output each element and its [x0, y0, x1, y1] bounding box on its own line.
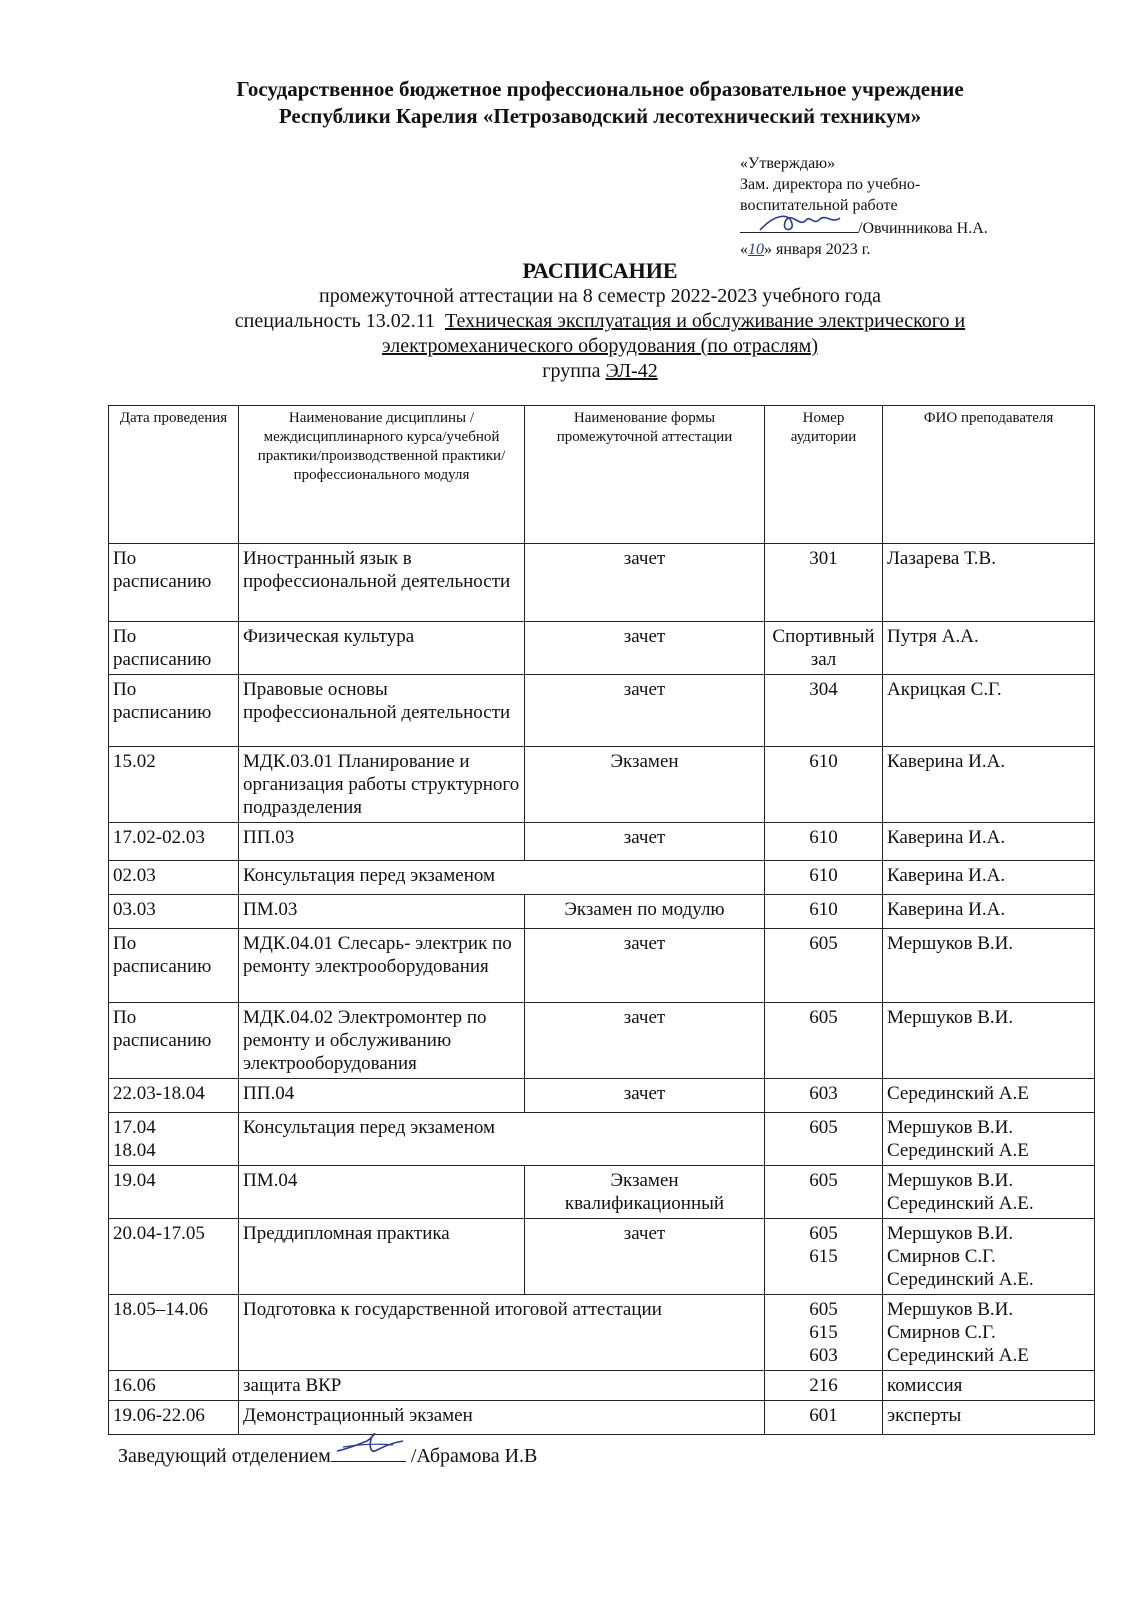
cell-teacher: эксперты: [883, 1401, 1095, 1435]
table-row: [109, 1003, 1095, 1079]
table-row: [109, 861, 1095, 895]
cell-date: По расписанию: [109, 929, 239, 1003]
cell-room: 605 615 603: [765, 1295, 883, 1371]
cell-teacher: Акрицкая С.Г.: [883, 675, 1095, 747]
approval-day: 10: [748, 241, 764, 258]
organization-line-2: Республики Карелия «Петрозаводский лесотехнический техникум»: [278, 104, 922, 128]
table-body: [109, 544, 1095, 1435]
cell-teacher: Мершуков В.И. Смирнов С.Г. Серединский А.Е: [883, 1295, 1095, 1371]
cell-discipline: ПМ.04: [239, 1166, 525, 1219]
header-discipline: Наименование дисциплины /междисциплинарного курса/учебной практики/производственной практики/профессионального модуля: [239, 406, 525, 544]
cell-discipline: Иностранный язык в профессиональной деятельности: [239, 544, 525, 622]
cell-date: 17.02-02.03: [109, 823, 239, 861]
cell-teacher: Мершуков В.И.: [883, 929, 1095, 1003]
specialty-name-1: Техническая эксплуатация и обслуживание электрического и: [445, 310, 966, 332]
table-row: [109, 747, 1095, 823]
cell-date: По расписанию: [109, 675, 239, 747]
cell-room: 601: [765, 1401, 883, 1435]
document-heading: [110, 258, 1090, 384]
cell-room: 304: [765, 675, 883, 747]
cell-date: 20.04-17.05: [109, 1219, 239, 1295]
cell-teacher: Мершуков В.И.: [883, 1003, 1095, 1079]
table-row: [109, 675, 1095, 747]
approval-position-2: воспитательной работе: [740, 197, 898, 214]
document-subtitle: промежуточной аттестации на 8 семестр 2022-2023 учебного года: [319, 285, 881, 307]
approval-title: «Утверждаю»: [740, 155, 836, 172]
signature-scribble-icon: [740, 210, 858, 236]
cell-discipline: МДК.04.01 Слесарь- электрик по ремонту электрооборудования: [239, 929, 525, 1003]
organization-header: [150, 76, 1050, 130]
approval-signature-line: [740, 216, 1080, 239]
approval-position-1: Зам. директора по учебно-: [740, 176, 921, 193]
cell-discipline: ПП.04: [239, 1079, 525, 1113]
cell-room: 610: [765, 747, 883, 823]
table-row: [109, 1166, 1095, 1219]
cell-room: 610: [765, 861, 883, 895]
cell-form: зачет: [525, 544, 765, 622]
schedule-table: [108, 405, 1095, 1435]
cell-room: 603: [765, 1079, 883, 1113]
cell-room: 605: [765, 929, 883, 1003]
cell-date: По расписанию: [109, 1003, 239, 1079]
cell-teacher: Мершуков В.И. Серединский А.Е.: [883, 1166, 1095, 1219]
cell-form: зачет: [525, 1079, 765, 1113]
cell-discipline: Консультация перед экзаменом: [239, 1113, 765, 1166]
footer-signature-blank: [331, 1443, 406, 1462]
approval-date-rest: » января 2023 г.: [764, 241, 871, 258]
header-room: Номер аудитории: [765, 406, 883, 544]
approval-block: [740, 153, 1080, 260]
approval-signer-name: /Овчинникова Н.А.: [858, 220, 988, 237]
table-row: [109, 1079, 1095, 1113]
footer-signature: [118, 1443, 718, 1469]
cell-room: Спортивный зал: [765, 622, 883, 675]
table-row: [109, 823, 1095, 861]
specialty-code: специальность 13.02.11: [234, 310, 436, 332]
header-date: Дата проведения: [109, 406, 239, 544]
footer-label: Заведующий отделением: [118, 1445, 331, 1467]
document-title: РАСПИСАНИЕ: [522, 258, 678, 283]
header-teacher: ФИО преподавателя: [883, 406, 1095, 544]
cell-room: 605: [765, 1166, 883, 1219]
header-form: Наименование формы промежуточной аттестации: [525, 406, 765, 544]
cell-teacher: Мершуков В.И. Смирнов С.Г. Серединский А.Е.: [883, 1219, 1095, 1295]
cell-form: Экзамен квалификационный: [525, 1166, 765, 1219]
table-row: [109, 1113, 1095, 1166]
cell-room: 605: [765, 1003, 883, 1079]
group-line: [110, 359, 1090, 384]
cell-discipline: МДК.04.02 Электромонтер по ремонту и обслуживанию электрооборудования: [239, 1003, 525, 1079]
group-label: группа: [542, 360, 601, 382]
cell-teacher: Серединский А.Е: [883, 1079, 1095, 1113]
table-row: [109, 895, 1095, 929]
cell-discipline: Правовые основы профессиональной деятельности: [239, 675, 525, 747]
cell-form: зачет: [525, 929, 765, 1003]
table-row: [109, 1295, 1095, 1371]
cell-discipline: защита ВКР: [239, 1371, 765, 1401]
cell-discipline: Подготовка к государственной итоговой аттестации: [239, 1295, 765, 1371]
cell-room: 605 615: [765, 1219, 883, 1295]
cell-date: 22.03-18.04: [109, 1079, 239, 1113]
footer-signature-scribble-icon: [333, 1429, 405, 1459]
cell-discipline: Демонстрационный экзамен: [239, 1401, 765, 1435]
table-header-row: [109, 406, 1095, 544]
cell-teacher: Каверина И.А.: [883, 895, 1095, 929]
organization-line-1: Государственное бюджетное профессиональное образовательное учреждение: [236, 77, 964, 101]
table-row: [109, 1401, 1095, 1435]
cell-date: 19.04: [109, 1166, 239, 1219]
cell-form: зачет: [525, 1219, 765, 1295]
table-row: [109, 1219, 1095, 1295]
cell-teacher: Мершуков В.И. Серединский А.Е: [883, 1113, 1095, 1166]
cell-discipline: Преддипломная практика: [239, 1219, 525, 1295]
cell-teacher: Лазарева Т.В.: [883, 544, 1095, 622]
cell-room: 216: [765, 1371, 883, 1401]
table-row: [109, 1371, 1095, 1401]
cell-form: зачет: [525, 622, 765, 675]
cell-teacher: Каверина И.А.: [883, 823, 1095, 861]
cell-date: 17.04 18.04: [109, 1113, 239, 1166]
cell-form: зачет: [525, 675, 765, 747]
group-name: ЭЛ-42: [605, 360, 658, 382]
cell-date: 19.06-22.06: [109, 1401, 239, 1435]
signature-blank: [740, 216, 858, 233]
cell-date: По расписанию: [109, 544, 239, 622]
specialty-name-2: электромеханического оборудования (по отраслям): [382, 335, 818, 357]
cell-room: 605: [765, 1113, 883, 1166]
cell-date: 16.06: [109, 1371, 239, 1401]
specialty-line: [110, 309, 1090, 334]
cell-date: 03.03: [109, 895, 239, 929]
cell-date: 15.02: [109, 747, 239, 823]
cell-teacher: Каверина И.А.: [883, 747, 1095, 823]
table-row: [109, 929, 1095, 1003]
cell-discipline: Физическая культура: [239, 622, 525, 675]
cell-teacher: Каверина И.А.: [883, 861, 1095, 895]
cell-discipline: ПМ.03: [239, 895, 525, 929]
cell-form: зачет: [525, 823, 765, 861]
cell-form: Экзамен: [525, 747, 765, 823]
cell-date: 18.05–14.06: [109, 1295, 239, 1371]
cell-discipline: ПП.03: [239, 823, 525, 861]
cell-form: зачет: [525, 1003, 765, 1079]
cell-discipline: МДК.03.01 Планирование и организация работы структурного подразделения: [239, 747, 525, 823]
cell-date: По расписанию: [109, 622, 239, 675]
table-row: [109, 544, 1095, 622]
cell-room: 610: [765, 895, 883, 929]
cell-teacher: комиссия: [883, 1371, 1095, 1401]
cell-discipline: Консультация перед экзаменом: [239, 861, 765, 895]
footer-name: /Абрамова И.В: [410, 1445, 538, 1467]
cell-form: Экзамен по модулю: [525, 895, 765, 929]
table-row: [109, 622, 1095, 675]
cell-date: 02.03: [109, 861, 239, 895]
cell-room: 610: [765, 823, 883, 861]
cell-teacher: Путря А.А.: [883, 622, 1095, 675]
approval-date: «10» января 2023 г.: [740, 241, 871, 258]
cell-room: 301: [765, 544, 883, 622]
